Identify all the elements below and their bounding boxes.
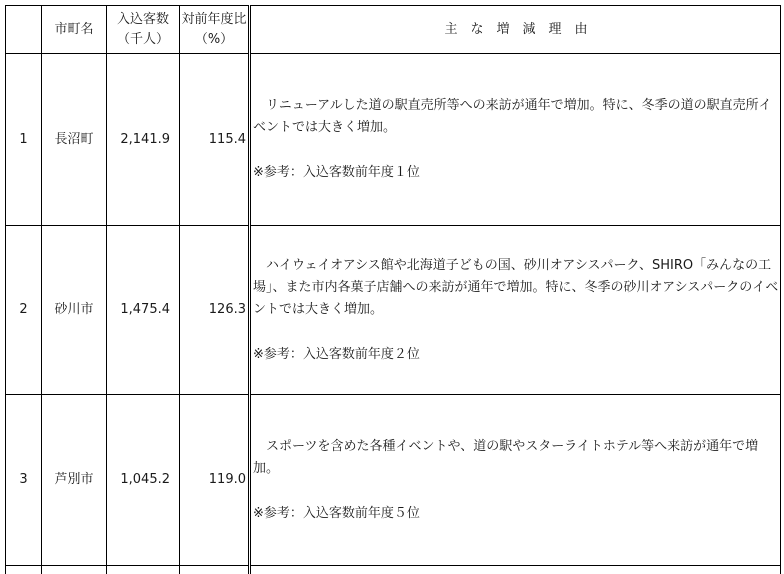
reason-cell	[250, 54, 781, 226]
ratio-cell: 119.0	[180, 395, 250, 566]
rank-cell: 2	[6, 226, 42, 395]
rank-cell	[6, 566, 42, 574]
table-row-partial	[6, 566, 781, 574]
reason-cell	[250, 395, 781, 566]
header-visitors-label: 入込客数	[107, 10, 179, 30]
table-row	[6, 395, 781, 566]
reason-note: ※参考：入込客数前年度２位	[253, 344, 780, 366]
rank-cell: 3	[6, 395, 42, 566]
reason-cell	[250, 226, 781, 395]
city-cell: 長沼町	[42, 54, 107, 226]
ratio-cell: 126.3	[180, 226, 250, 395]
reason-cell	[250, 566, 781, 574]
city-cell	[42, 566, 107, 574]
table-row	[6, 226, 781, 395]
header-visitors	[107, 6, 180, 54]
tourism-ranking-table	[5, 5, 781, 574]
reason-text: リニューアルした道の駅直売所等への来訪が通年で増加。特に、冬季の道の駅直売所イベントでは大きく増加。	[253, 95, 780, 139]
ratio-cell: 115.4	[180, 54, 250, 226]
header-ratio	[180, 6, 250, 54]
header-ratio-unit: （%）	[180, 30, 248, 50]
visitors-cell: 1,475.4	[107, 226, 180, 395]
city-cell: 砂川市	[42, 226, 107, 395]
header-row	[6, 6, 781, 54]
city-cell: 芦別市	[42, 395, 107, 566]
visitors-cell: 2,141.9	[107, 54, 180, 226]
visitors-cell: 1,045.2	[107, 395, 180, 566]
header-city: 市町名	[42, 6, 107, 54]
visitors-cell	[107, 566, 180, 574]
reason-note: ※参考：入込客数前年度５位	[253, 503, 780, 525]
rank-cell: 1	[6, 54, 42, 226]
header-ratio-label: 対前年度比	[180, 10, 248, 30]
table-row	[6, 54, 781, 226]
reason-note: ※参考：入込客数前年度１位	[253, 162, 780, 184]
header-reason: 主な増減理由	[250, 6, 781, 54]
header-no	[6, 6, 42, 54]
ratio-cell	[180, 566, 250, 574]
reason-text: ハイウェイオアシス館や北海道子どもの国、砂川オアシスパーク、SHIRO「みんなの工場」、また市内各菓子店舗への来訪が通年で増加。特に、冬季の砂川オアシスパークのイベントでは大きく増加。	[253, 255, 780, 321]
header-visitors-unit: （千人）	[107, 30, 179, 50]
reason-text: スポーツを含めた各種イベントや、道の駅やスターライトホテル等へ来訪が通年で増加。	[253, 436, 780, 480]
